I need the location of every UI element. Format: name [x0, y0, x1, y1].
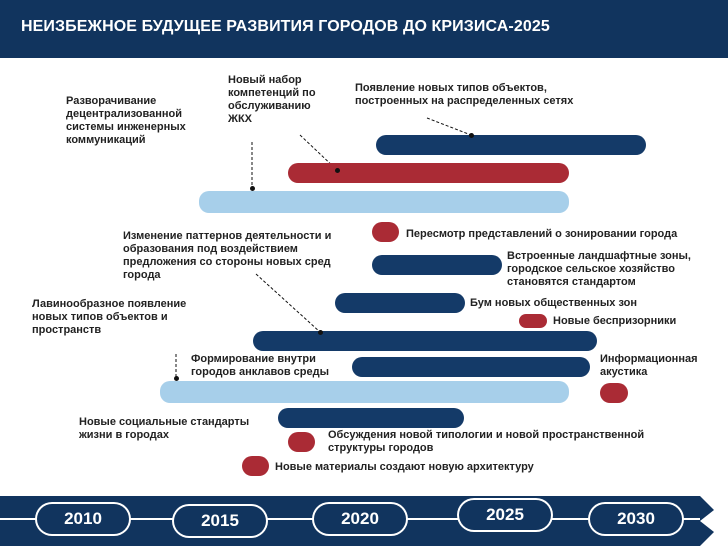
label-enclaves: Формирование внутри городов анклавов среды — [191, 353, 329, 378]
year-2010: 2010 — [37, 504, 129, 534]
bar-materials — [242, 456, 269, 476]
year-2030: 2030 — [590, 504, 682, 534]
marker-dot — [250, 186, 255, 191]
bar-typology-discussion — [288, 432, 315, 452]
bar-boom — [335, 293, 465, 313]
label-avalanche: Лавинообразное появление новых типов объектов и пространств — [32, 298, 187, 336]
bar-decentralized — [199, 191, 569, 213]
marker-dot — [469, 133, 474, 138]
year-2025: 2025 — [459, 500, 551, 530]
bar-enclaves — [352, 357, 590, 377]
year-2020: 2020 — [314, 504, 406, 534]
label-landscape: Встроенные ландшафтные зоны, городское сельское хозяйство становятся стандартом — [507, 250, 691, 288]
bar-avalanche — [253, 331, 597, 351]
bar-landscape — [372, 255, 502, 275]
page-title: НЕИЗБЕЖНОЕ БУДУЩЕЕ РАЗВИТИЯ ГОРОДОВ ДО КРИЗИСА-2025 — [21, 18, 550, 35]
marker-dot — [318, 330, 323, 335]
header-banner — [0, 0, 728, 58]
bar-zoning — [372, 222, 399, 242]
label-new-objects: Появление новых типов объектов, построенных на распределенных сетях — [355, 82, 574, 107]
timeline — [0, 496, 728, 546]
label-acoustics: Информационная акустика — [600, 353, 698, 378]
bar-acoustics — [600, 383, 628, 403]
bar-typology — [278, 408, 464, 428]
label-typology: Обсуждения новой типологии и новой пространственной структуры городов — [328, 429, 645, 454]
label-patterns: Изменение паттернов деятельности и образования под воздействием предложения со стороны новых сред города — [123, 230, 332, 281]
bar-new-objects — [376, 135, 646, 155]
label-zoning: Пересмотр представлений о зонировании города — [406, 228, 678, 240]
marker-dot — [174, 376, 179, 381]
label-decentralized: Разворачивание децентрализованной системы инженерных коммуникаций — [66, 95, 186, 146]
bar-competence — [288, 163, 569, 183]
label-materials: Новые материалы создают новую архитектуру — [275, 461, 534, 473]
bar-social — [160, 381, 569, 403]
label-social: Новые социальные стандарты жизни в городах — [79, 416, 250, 441]
label-boom: Бум новых общественных зон — [470, 297, 638, 309]
bar-homeless — [519, 314, 547, 328]
year-2015: 2015 — [174, 506, 266, 536]
marker-dot — [335, 168, 340, 173]
label-homeless: Новые беспризорники — [553, 315, 677, 327]
label-competence: Новый набор компетенций по обслуживанию ЖКХ — [228, 74, 316, 125]
